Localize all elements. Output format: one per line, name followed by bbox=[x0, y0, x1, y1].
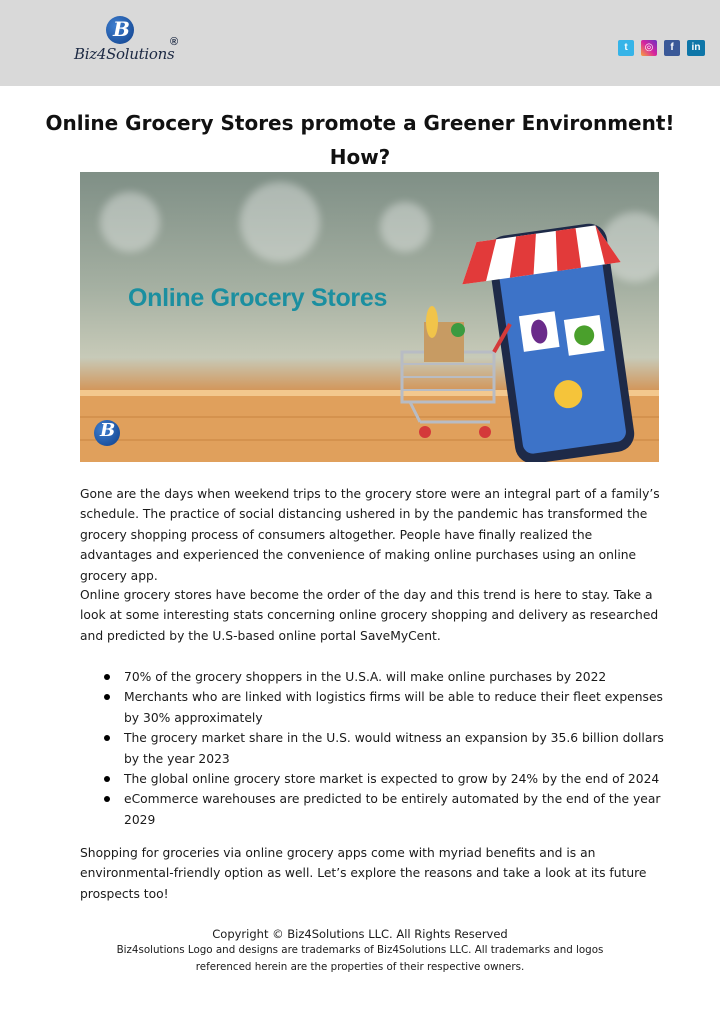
page-footer bbox=[80, 926, 640, 976]
article-title bbox=[40, 106, 680, 174]
trademark-line-2: referenced herein are the properties of their respective owners. bbox=[195, 961, 525, 973]
registered-mark: ® bbox=[170, 36, 179, 48]
title-line-1: Online Grocery Stores promote a Greener Environment! bbox=[45, 111, 675, 135]
paragraph-stats-intro: Online grocery stores have become the order of the day and this trend is here to stay. Take a look at some interesting stats concerning online grocery shopping and delivery as researched and predicted by the U.S-based online portal SaveMyCent. bbox=[80, 588, 659, 643]
logo-mark-icon: B bbox=[106, 16, 134, 44]
copyright-text: Copyright © Biz4Solutions LLC. All Rights Reserved bbox=[212, 927, 508, 941]
title-line-2: How? bbox=[329, 145, 391, 169]
list-item: 70% of the grocery shoppers in the U.S.A. will make online purchases by 2022 bbox=[80, 667, 665, 687]
hero-illustration bbox=[80, 172, 659, 462]
hero-logo-icon: B bbox=[94, 420, 120, 446]
list-item: Merchants who are linked with logistics firms will be able to reduce their fleet expenses by 30% approximately bbox=[80, 687, 665, 728]
paragraph-conclusion: Shopping for groceries via online grocery apps come with myriad benefits and is an environmental-friendly option as well. Let’s explore the reasons and take a look at its future prospects too! bbox=[80, 846, 647, 901]
linkedin-icon[interactable]: in bbox=[687, 40, 705, 56]
stats-list bbox=[80, 667, 665, 830]
list-item: The grocery market share in the U.S. would witness an expansion by 35.6 billion dollars by the year 2023 bbox=[80, 728, 665, 769]
twitter-icon[interactable]: t bbox=[618, 40, 634, 56]
hero-image-caption: Online Grocery Stores bbox=[128, 284, 388, 312]
paragraph-intro: Gone are the days when weekend trips to the grocery store were an integral part of a family’s schedule. The practice of social distancing ushered in by the pandemic has transformed the grocery shopping process of consumers altogether. People have finally realized the advantages and experienced the convenience of making online purchases using an online grocery app. bbox=[80, 487, 660, 583]
hero-image bbox=[80, 172, 659, 462]
list-item: The global online grocery store market is expected to grow by 24% by the end of 2024 bbox=[80, 769, 665, 789]
trademark-line-1: Biz4solutions Logo and designs are trademarks of Biz4Solutions LLC. All trademarks and logos bbox=[116, 944, 604, 956]
list-item: eCommerce warehouses are predicted to be entirely automated by the end of the year 2029 bbox=[80, 789, 665, 830]
brand-logo[interactable] bbox=[72, 14, 187, 70]
instagram-icon[interactable]: ◎ bbox=[641, 40, 657, 56]
logo-text: Biz4Solutions bbox=[74, 45, 175, 63]
facebook-icon[interactable]: f bbox=[664, 40, 680, 56]
